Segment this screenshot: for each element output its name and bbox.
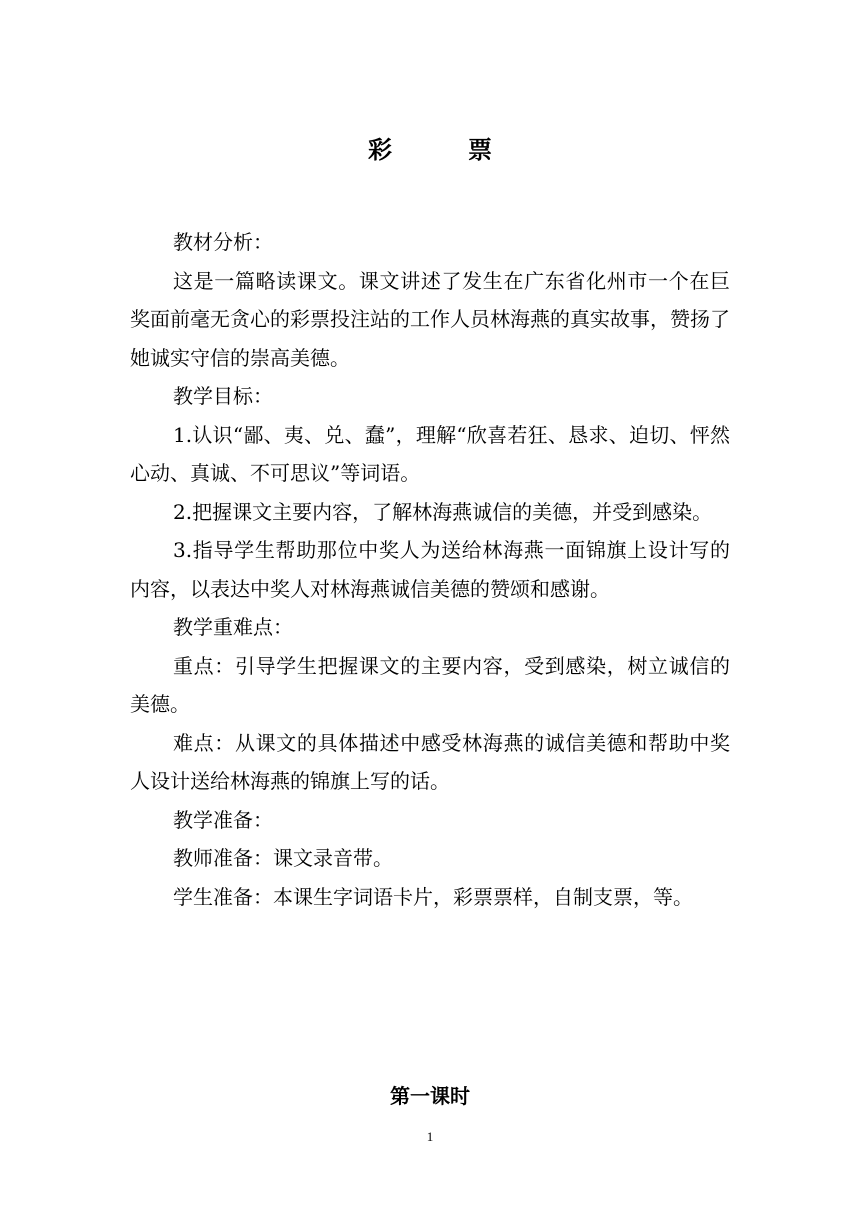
paragraph-goal-2: 2.把握课文主要内容，了解林海燕诚信的美德，并受到感染。 [173,499,713,524]
heading-teaching-preparation: 教学准备： [173,807,273,832]
heading-textbook-analysis: 教材分析： [173,230,273,254]
paragraph-teacher-preparation: 教师准备：课文录音带。 [173,846,393,870]
paragraph-key-point: 重点：引导学生把握课文的主要内容，受到感染，树立诚信的美德。 [130,653,730,716]
document-body [130,223,730,916]
heading-teaching-goals: 教学目标： [173,384,273,408]
paragraph-analysis-text: 这是一篇略读课文。课文讲述了发生在广东省化州市一个在巨奖面前毫无贪心的彩票投注站的工作人员林海燕的真实故事，赞扬了她诚实守信的崇高美德。 [130,268,730,370]
document-title: 彩 票 [368,135,518,164]
section-title: 第一课时 [390,1084,470,1108]
page-number: 1 [426,1129,434,1144]
paragraph-goal-3: 3.指导学生帮助那位中奖人为送给林海燕一面锦旗上设计写的内容，以表达中奖人对林海燕诚信美德的赞颂和感谢。 [130,538,730,601]
paragraph-goal-1: 1.认识“鄙、夷、兑、蠢”，理解“欣喜若狂、恳求、迫切、怦然心动、真诚、不可思议”等词语。 [130,422,730,485]
paragraph-student-preparation: 学生准备：本课生字词语卡片，彩票票样，自制支票，等。 [173,884,693,909]
paragraph-difficult-point: 难点：从课文的具体描述中感受林海燕的诚信美德和帮助中奖人设计送给林海燕的锦旗上写的话。 [130,730,730,793]
heading-key-difficult-points: 教学重难点： [173,615,293,639]
